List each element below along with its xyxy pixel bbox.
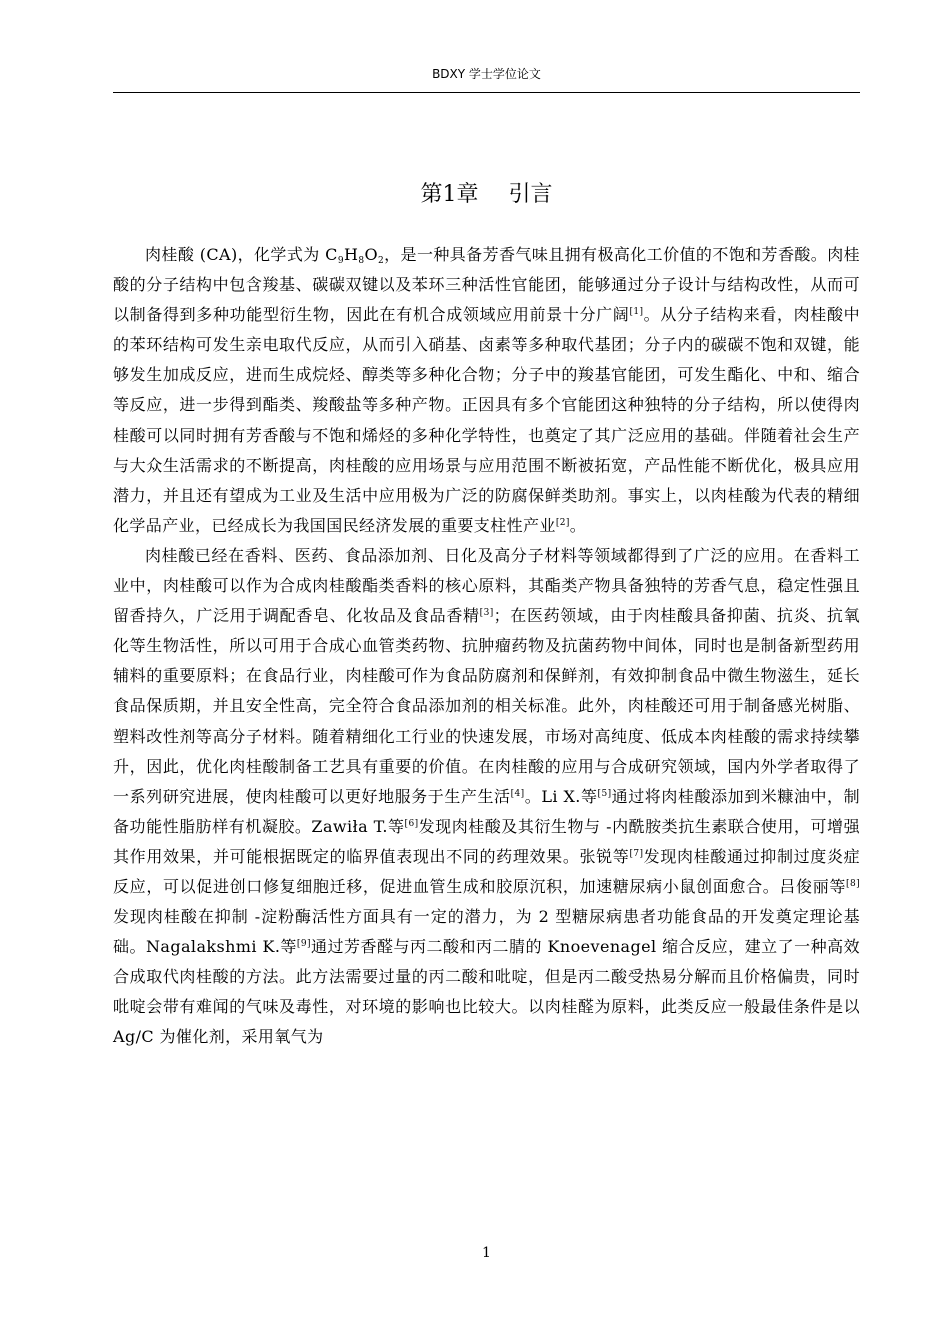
citation-ref: [2]: [555, 517, 570, 528]
subscript: 8: [358, 256, 365, 266]
citation-ref: [4]: [510, 788, 525, 799]
text-run: ；在医药领域，由于肉桂酸具备抑菌、抗炎、抗氧化等生物活性，所以可用于合成心血管类药物、抗肿瘤药物及抗菌药物中间体，同时也是制备新型药用辅料的重要原料；在食品行业，肉桂酸可作为食品防腐剂和保鲜剂，有效抑制食品中微生物滋生，延长食品保质期，并且安全性高，完全符合食品添加剂的相关标准。此外，肉桂酸还可用于制备感光树脂、塑料改性剂等高分子材料。随着精细化工行业的快速发展，市场对高纯度、低成本肉桂酸的需求持续攀升，因此，优化肉桂酸制备工艺具有重要的价值。在肉桂酸的应用与合成研究领域，国内外学者取得了一系列研究进展，使肉桂酸可以更好地服务于生产生活: [113, 606, 860, 806]
text-run: O: [364, 245, 378, 264]
text-run: 。Li X.等: [524, 786, 598, 806]
citation-ref: [8]: [846, 878, 860, 889]
text-run: 通过芳香醛与丙二酸和丙二腈的 Knoevenagel 缩合反应，建立了一种高效合成取代肉桂酸的方法。此方法需要过量的丙二酸和吡啶，但是丙二酸受热易分解而且价格偏贵，同时吡啶会带有难闻的气味及毒性，对环境的影响也比较大。以肉桂醛为原料，此类反应一般最佳条件是以 Ag/C 为催化剂，采用氧气为: [113, 937, 860, 1047]
text-run: 肉桂酸已经在香料、医药、食品添加剂、日化及高分子材料等领域都得到了广泛的应用。在香料工业中，肉桂酸可以作为合成肉桂酸酯类香料的核心原料，其酯类产物具备独特的芳香气息，稳定性强且留香持久，广泛用于调配香皂、化妆品及食品香精: [113, 545, 860, 626]
subscript: 2: [377, 256, 385, 266]
text-run: 发现肉桂酸在抑制 -淀粉酶活性方面具有一定的潜力，为 2 型糖尿病患者功能食品的开发奠定理论基础。Nagalakshmi K.等: [113, 907, 860, 957]
page-number: 1: [482, 1245, 491, 1261]
page-header: [113, 64, 860, 93]
paragraph-2: [113, 541, 860, 1053]
citation-ref: [3]: [479, 608, 494, 619]
chapter-heading: 引言: [508, 182, 553, 207]
text-run: 肉桂酸 (CA)，化学式为 C: [145, 245, 338, 264]
body-text: [113, 240, 860, 1053]
subscript: 9: [337, 256, 344, 266]
text-run: 通过将肉桂酸添加到米糠油中，制备功能性脂肪样有机凝胶。Zawiła T.等: [113, 786, 860, 836]
paragraph-1: [113, 240, 860, 541]
text-run: H: [343, 245, 359, 264]
chapter-number: 第1章: [420, 182, 479, 207]
text-run: 。从分子结构来看，肉桂酸中的苯环结构可发生亲电取代反应，从而引入硝基、卤素等多种取代基团；分子内的碳碳不饱和双键，能够发生加成反应，进而生成烷烃、醇类等多种化合物；分子中的羧基官能团，可发生酯化、中和、缩合等反应，进一步得到酯类、羧酸盐等多种产物。正因具有多个官能团这种独特的分子结构，所以使得肉桂酸可以同时拥有芳香酸与不饱和烯烃的多种化学特性，也奠定了其广泛应用的基础。伴随着社会生产与大众生活需求的不断提高，肉桂酸的应用场景与应用范围不断被拓宽，产品性能不断优化，极具应用潜力，并且还有望成为工业及生活中应用极为广泛的防腐保鲜类助剂。事实上，以肉桂酸为代表的精细化学品产业，已经成长为我国国民经济发展的重要支柱性产业: [113, 305, 861, 535]
header-text: BDXY 学士学位论文: [432, 67, 541, 81]
text-run: ，是一种具备芳香气味且拥有极高化工价值的不饱和芳香酸。肉桂酸的分子结构中包含羧基、碳碳双键以及苯环三种活性官能团，能够通过分子设计与结构改性，从而可以制备得到多种功能型衍生物，因此在有机合成领域应用前景十分广阔: [113, 245, 860, 325]
citation-ref: [9]: [296, 939, 311, 950]
text-run: 发现肉桂酸通过抑制过度炎症反应，可以促进创口修复细胞迁移，促进血管生成和胶原沉积，加速糖尿病小鼠创面愈合。吕俊丽等: [113, 846, 861, 896]
text-run: 。: [569, 515, 587, 535]
citation-ref: [1]: [629, 307, 644, 318]
citation-ref: [7]: [629, 848, 644, 859]
page-footer: [113, 1245, 860, 1261]
citation-ref: [5]: [597, 788, 612, 799]
chapter-title: [113, 178, 860, 212]
citation-ref: [6]: [404, 818, 419, 829]
text-run: 发现肉桂酸及其衍生物与 -内酰胺类抗生素联合使用，可增强其作用效果，并可能根据既定的临界值表现出不同的药理效果。张锐等: [113, 816, 860, 866]
